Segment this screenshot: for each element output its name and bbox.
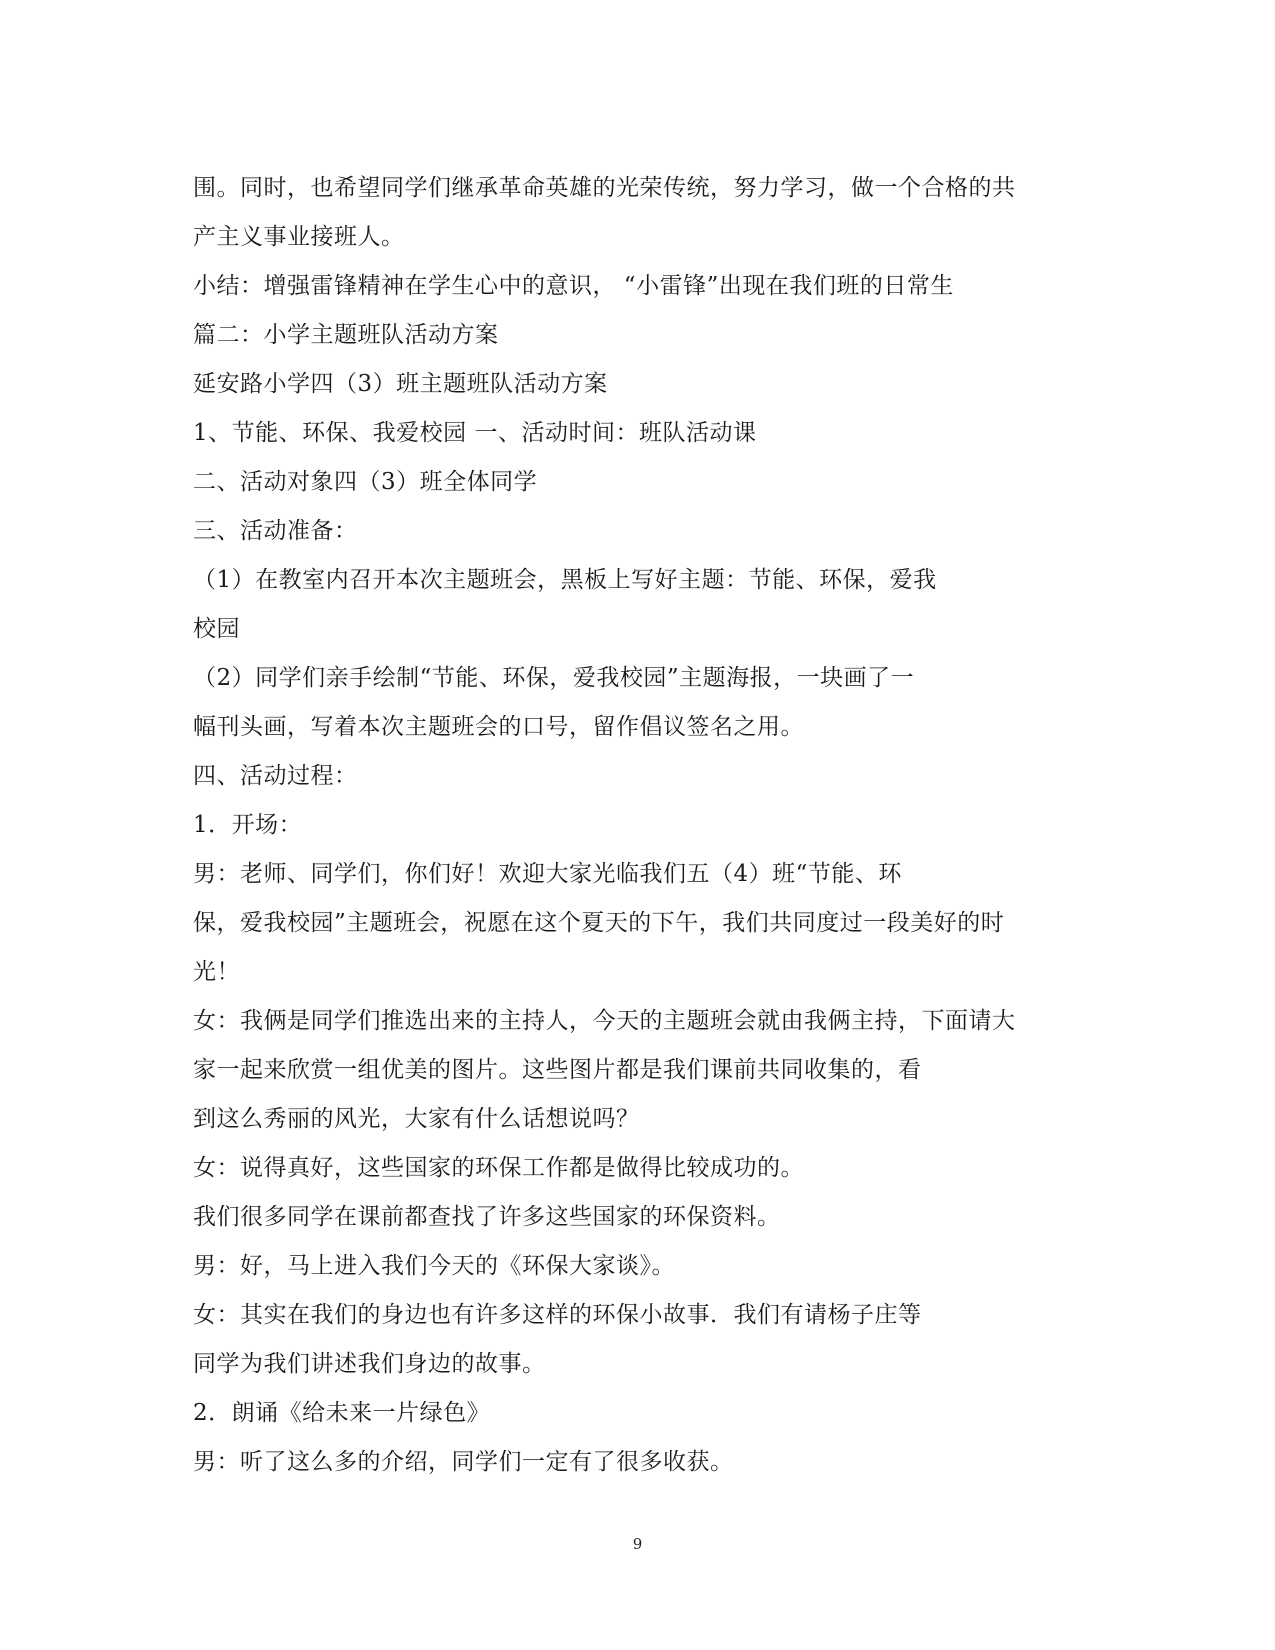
text-line: 1、节能、环保、我爱校园 一、活动时间：班队活动课 xyxy=(193,420,757,446)
text-line: 小结：增强雷锋精神在学生心中的意识， “小雷锋”出现在我们班的日常生 xyxy=(193,273,954,299)
text-line: 2．朗诵《给未来一片绿色》 xyxy=(193,1400,491,1426)
text-line: 男：老师、同学们，你们好！欢迎大家光临我们五（4）班“节能、环 xyxy=(193,861,902,887)
text-line: 围。同时，也希望同学们继承革命英雄的光荣传统，努力学习，做一个合格的共 xyxy=(193,175,1016,201)
section-heading: 篇二：小学主题班队活动方案 xyxy=(193,322,499,348)
text-line: 家一起来欣赏一组优美的图片。这些图片都是我们课前共同收集的，看 xyxy=(193,1057,922,1083)
text-line: 我们很多同学在课前都查找了许多这些国家的环保资料。 xyxy=(193,1204,781,1230)
text-line: 三、活动准备： xyxy=(193,518,358,544)
text-line: 女：说得真好，这些国家的环保工作都是做得比较成功的。 xyxy=(193,1155,804,1181)
text-line: 校园 xyxy=(193,616,240,642)
text-line: 二、活动对象四（3）班全体同学 xyxy=(193,469,538,495)
text-line: 产主义事业接班人。 xyxy=(193,224,405,250)
text-line: 到这么秀丽的风光，大家有什么话想说吗？ xyxy=(193,1106,640,1132)
body-text xyxy=(193,164,1093,1487)
text-line: 女：我俩是同学们推选出来的主持人，今天的主题班会就由我俩主持，下面请大 xyxy=(193,1008,1016,1034)
text-line: 女：其实在我们的身边也有许多这样的环保小故事．我们有请杨子庄等 xyxy=(193,1302,922,1328)
text-line: 四、活动过程： xyxy=(193,763,358,789)
text-line: 幅刊头画，写着本次主题班会的口号，留作倡议签名之用。 xyxy=(193,714,804,740)
text-line: 同学为我们讲述我们身边的故事。 xyxy=(193,1351,546,1377)
text-line: （2）同学们亲手绘制“节能、环保，爱我校园”主题海报，一块画了一 xyxy=(193,665,915,691)
text-line: （1）在教室内召开本次主题班会，黑板上写好主题：节能、环保，爱我 xyxy=(193,567,937,593)
plan-title: 延安路小学四（3）班主题班队活动方案 xyxy=(193,371,608,397)
page-number: 9 xyxy=(632,1535,643,1553)
text-line: 光！ xyxy=(193,959,240,985)
text-line: 1．开场： xyxy=(193,812,303,838)
text-line: 男：好，马上进入我们今天的《环保大家谈》。 xyxy=(193,1253,675,1279)
text-line: 男：听了这么多的介绍，同学们一定有了很多收获。 xyxy=(193,1449,734,1475)
text-line: 保，爱我校园”主题班会，祝愿在这个夏天的下午，我们共同度过一段美好的时 xyxy=(193,910,1005,936)
